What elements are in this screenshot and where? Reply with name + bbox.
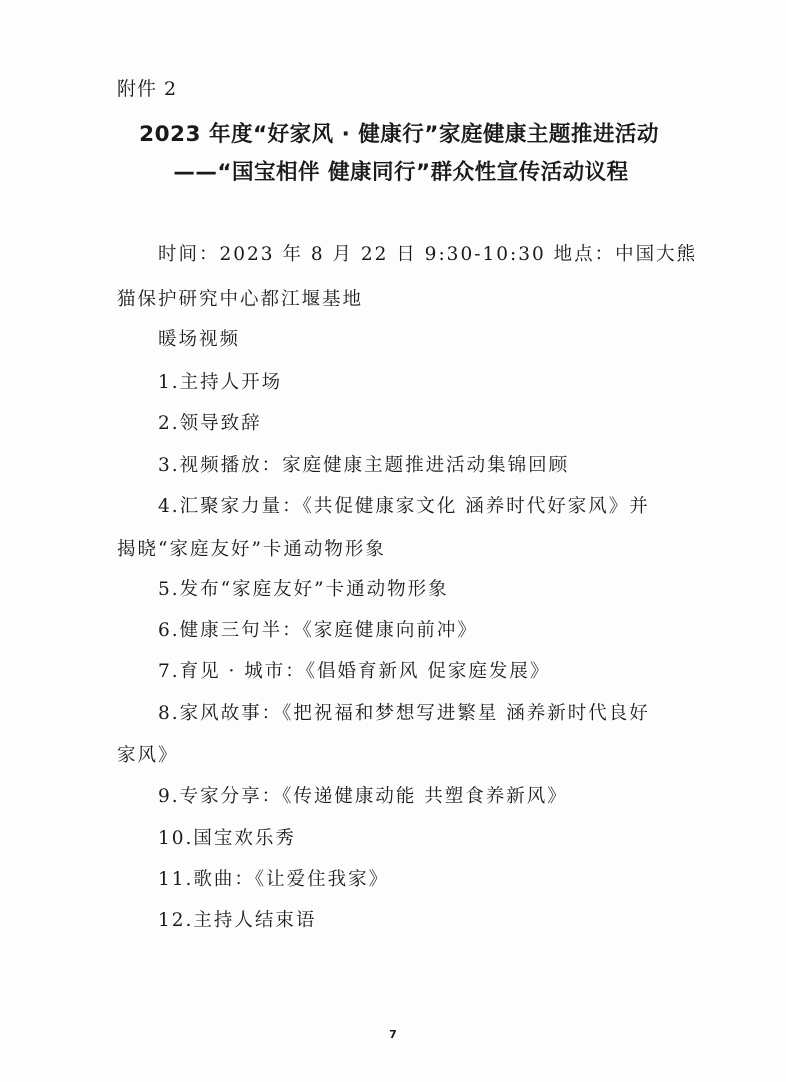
agenda-item: 10.国宝欢乐秀	[158, 828, 296, 849]
agenda-item: 12.主持人结束语	[158, 910, 317, 931]
warmup-video: 暖场视频	[158, 329, 241, 350]
document-title-line-2: ——“国宝相伴 健康同行”群众性宣传活动议程	[173, 160, 629, 185]
time-place-line-1: 时间：2023 年 8 月 22 日 9:30-10:30 地点：中国大熊	[158, 244, 698, 265]
page-number: 7	[389, 1028, 397, 1041]
agenda-item-continuation: 家风》	[117, 745, 179, 766]
attachment-label: 附件 2	[117, 78, 178, 100]
agenda-item: 5.发布“家庭友好”卡通动物形象	[158, 579, 449, 600]
agenda-item: 1.主持人开场	[158, 372, 283, 393]
agenda-item: 8.家风故事：《把祝福和梦想写进繁星 涵养新时代良好	[158, 703, 650, 724]
agenda-item: 3.视频播放：家庭健康主题推进活动集锦回顾	[158, 455, 570, 476]
agenda-item: 11.歌曲：《让爱住我家》	[158, 869, 390, 890]
agenda-item: 2.领导致辞	[158, 413, 262, 434]
time-place-line-2: 猫保护研究中心都江堰基地	[117, 289, 364, 310]
agenda-item-continuation: 揭晓“家庭友好”卡通动物形象	[117, 539, 386, 560]
agenda-item: 6.健康三句半：《家庭健康向前冲》	[158, 620, 478, 641]
agenda-item: 4.汇聚家力量：《共促健康家文化 涵养时代好家风》并	[158, 496, 650, 517]
document-title-line-1: 2023 年度“好家风 · 健康行”家庭健康主题推进活动	[139, 122, 659, 147]
agenda-item: 7.育见 · 城市：《倡婚育新风 促家庭发展》	[158, 661, 551, 682]
agenda-item: 9.专家分享：《传递健康动能 共塑食养新风》	[158, 786, 568, 807]
